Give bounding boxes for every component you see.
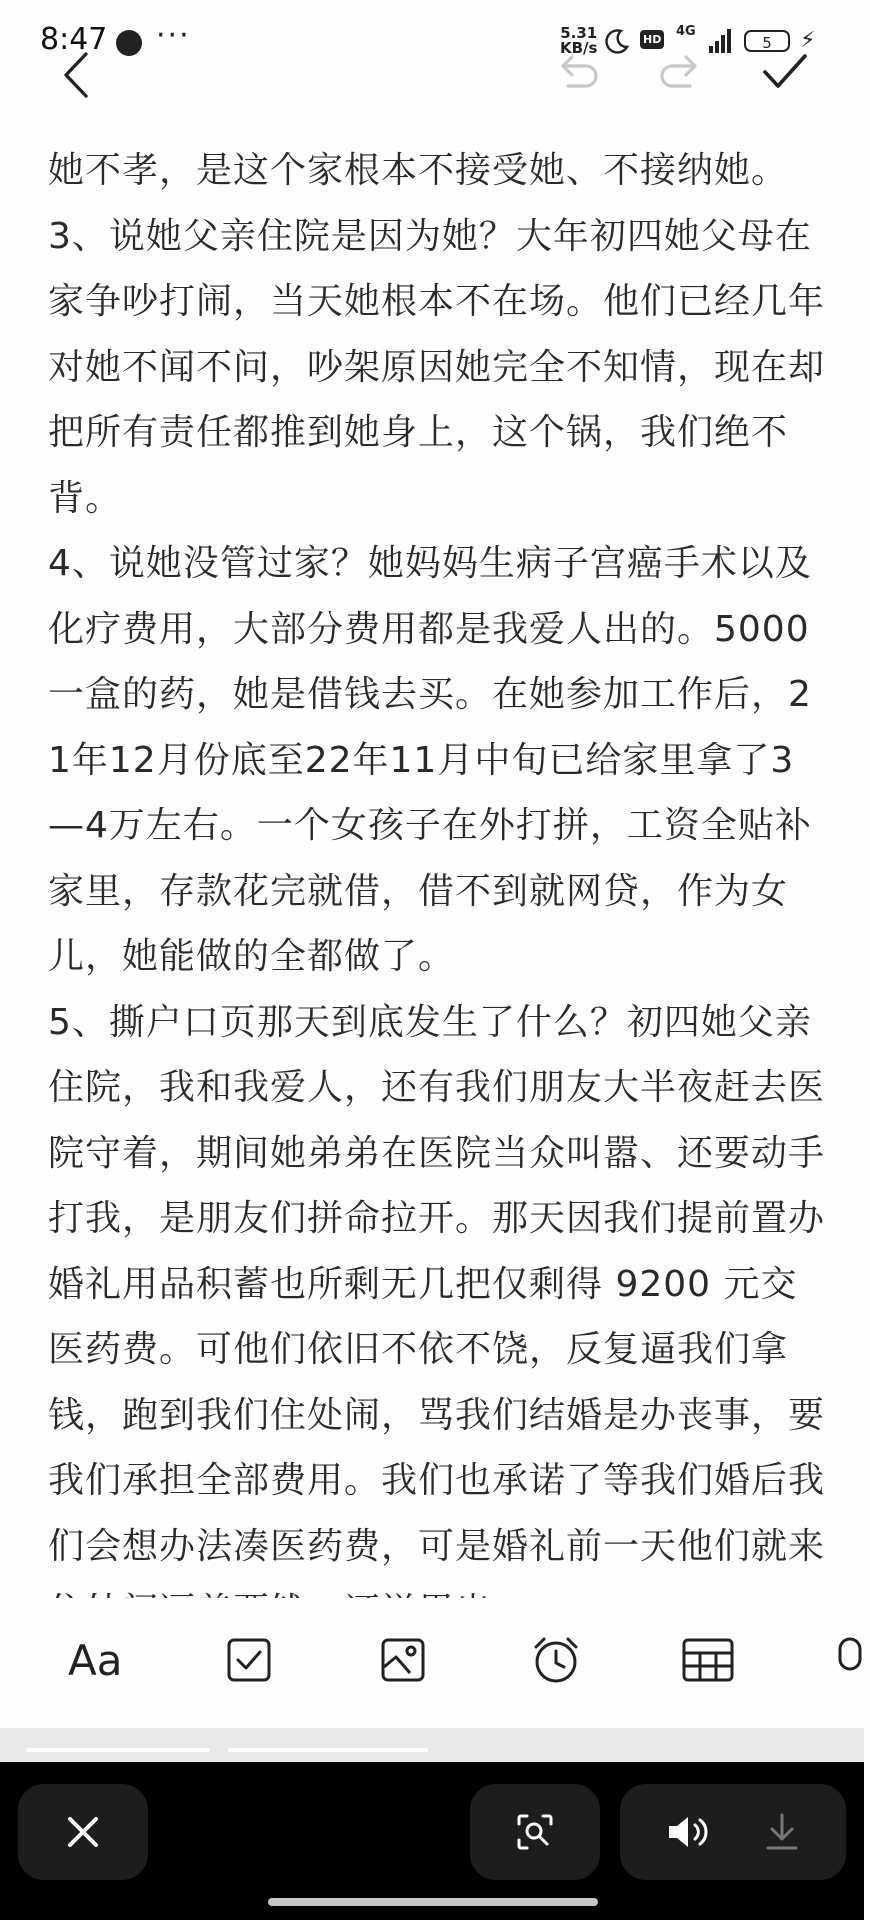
voice-input-button[interactable] [830,1628,870,1692]
charging-icon: ⚡ [800,28,816,53]
scan-search-icon [515,1812,555,1852]
close-button[interactable] [18,1784,148,1880]
scroll-track-segment [26,1748,210,1752]
network-speed-unit: KB/s [560,39,598,57]
bottom-overlay-bar [0,1762,864,1920]
image-icon [380,1637,426,1683]
battery-icon: 5 [744,30,790,52]
status-bar [0,0,864,84]
home-indicator[interactable] [268,1898,598,1906]
undo-icon[interactable] [552,52,602,92]
do-not-disturb-icon [604,28,630,54]
insert-table-button[interactable] [680,1628,736,1692]
text-style-button[interactable]: Aa [68,1635,123,1685]
reminder-button[interactable] [530,1628,582,1692]
alarm-clock-icon [531,1635,581,1685]
more-notifications-icon: ··· [156,18,191,53]
redo-icon[interactable] [656,52,706,92]
checkbox-icon [226,1637,272,1683]
microphone-icon [830,1635,870,1685]
close-icon [66,1815,100,1849]
status-time: 8:47 [40,22,108,57]
back-icon[interactable] [56,48,96,102]
note-paragraph-2: 3、说她父亲住院是因为她？大年初四她父母在家争吵打闹，当天她根本不在场。他们已经几年对她不闻不问，吵架原因她完全不知情，现在却把所有责任都推到她身上，这个锅，我们绝不背。 [48,215,826,519]
insert-image-button[interactable] [378,1628,428,1692]
note-paragraph-1: 她不孝，是这个家根本不接受她、不接纳她。 [48,150,789,191]
format-toolbar [0,1598,864,1728]
notification-app-icon [116,30,142,56]
speaker-icon[interactable] [666,1812,712,1852]
network-speed-value: 5.31 [560,24,598,42]
checklist-button[interactable] [224,1628,274,1692]
media-controls [620,1784,846,1880]
lens-search-button[interactable] [470,1784,600,1880]
network-type: 4G [676,24,696,39]
table-icon [682,1638,734,1682]
hd-badge: HD [640,30,664,49]
scroll-track-segment [228,1748,428,1752]
signal-icon [708,28,734,54]
download-icon[interactable] [764,1812,800,1852]
note-content[interactable] [48,138,828,1590]
note-paragraph-4: 5、撕户口页那天到底发生了什么？初四她父亲住院，我和我爱人，还有我们朋友大半夜赶去医院守着，期间她弟弟在医院当众叫嚣、还要动手打我，是朋友们拼命拉开。那天因我们提前置办婚礼用品积蓄也所剩无几把仅剩得 9200 元交医药费。可他们依旧不依不饶，反复逼我们拿钱，跑到我们住处闹，骂我们结婚是办丧事，要我们承担全部费用。我们也承诺了等我们婚后我们会想办法凑医药费，可是婚礼前一天他们就来 [48,1001,826,1567]
done-check-icon[interactable] [760,50,810,94]
note-paragraph-3: 4、说她没管过家？她妈妈生病子宫癌手术以及化疗费用，大部分费用都是我爱人出的。5000 一盒的药，她是借钱去买。在她参加工作后，21年12月份底至22年11月中旬已给家里拿了3—4万左右。一个女孩子在外打拼，工资全贴补家里，存款花完就借，借不到就网贷，作为女儿，她能做的全都做了。 [48,543,823,977]
